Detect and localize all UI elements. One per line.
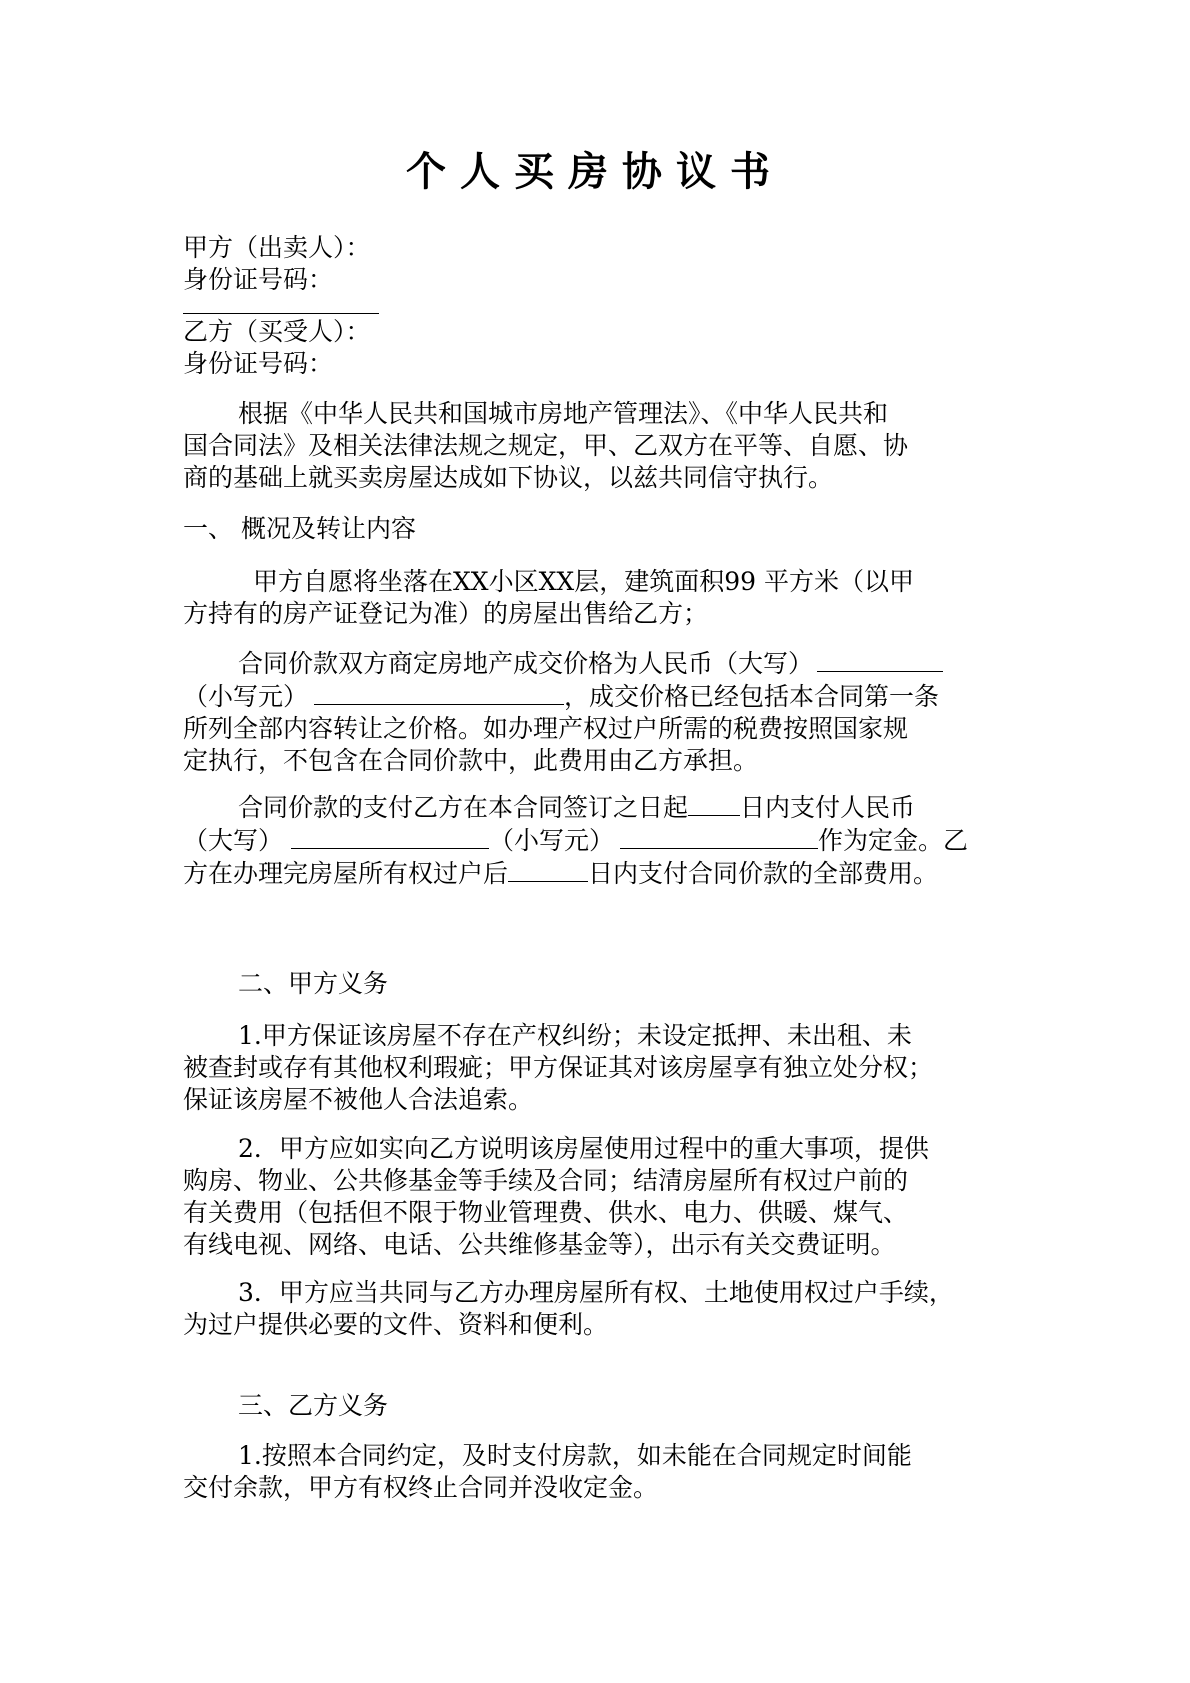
price-uppercase-blank [817, 647, 943, 672]
deposit-uppercase-blank [291, 824, 489, 849]
balance-days-blank [508, 857, 588, 882]
buyer-info [183, 316, 1013, 380]
deposit-days-blank [688, 791, 740, 816]
seller-duty-3 [183, 1277, 1013, 1341]
clause-line: 3．甲方应当共同与乙方办理房屋所有权、土地使用权过户手续， [238, 1278, 954, 1307]
section-1-heading: 一、 概况及转让内容 [183, 514, 416, 543]
buyer-duty-1 [183, 1440, 1013, 1504]
clause-line [183, 647, 1013, 680]
clause-line [183, 824, 1013, 857]
clause-line: 定执行，不包含在合同价款中，此费用由乙方承担。 [183, 746, 759, 775]
price-lowercase-blank [314, 680, 564, 705]
clause-line: 所列全部内容转让之价格。如办理产权过户所需的税费按照国家规 [183, 714, 909, 743]
buyer-id-label: 身份证号码： [183, 349, 334, 378]
clause-line: 被查封或存有其他权利瑕疵；甲方保证其对该房屋享有独立处分权； [183, 1053, 934, 1082]
clause-line: 方持有的房产证登记为准）的房屋出售给乙方； [183, 599, 709, 628]
clause-line: 交付余款，甲方有权终止合同并没收定金。 [183, 1473, 659, 1502]
clause-line: 保证该房屋不被他人合法追索。 [183, 1085, 534, 1114]
clause-line: 有关费用（包括但不限于物业管理费、供水、电力、供暖、煤气、 [183, 1198, 909, 1227]
clause-text: （小写元） [183, 682, 309, 711]
section-2-heading: 二、甲方义务 [238, 969, 389, 998]
preamble-line: 商的基础上就买卖房屋达成如下协议，以兹共同信守执行。 [183, 463, 834, 492]
clause-line: 甲方自愿将坐落在XX小区XX层，建筑面积99 平方米（以甲 [253, 567, 914, 596]
document-title: 个人买房协议书 [406, 149, 784, 195]
price-clause [183, 647, 1013, 777]
clause-line [183, 857, 1013, 890]
clause-text: 日内支付人民币 [740, 793, 916, 822]
seller-id-label: 身份证号码： [183, 265, 334, 294]
seller-id-blank [183, 313, 379, 314]
clause-line: 购房、物业、公共修基金等手续及合同；结清房屋所有权过户前的 [183, 1166, 909, 1195]
clause-line [183, 680, 1013, 713]
preamble-line: 根据《中华人民共和国城市房地产管理法》、《中华人民共和 [238, 399, 889, 428]
clause-text: 方在办理完房屋所有权过户后 [183, 859, 509, 888]
clause-line: 为过户提供必要的文件、资料和便利。 [183, 1310, 609, 1339]
seller-duty-1 [183, 1020, 1013, 1116]
clause-text: 作为定金。乙 [818, 826, 969, 855]
clause-line: 有线电视、网络、电话、公共维修基金等），出示有关交费证明。 [183, 1230, 896, 1259]
clause-text: （大写） [183, 826, 284, 855]
property-clause [183, 566, 1013, 630]
clause-text: （小写元） [489, 826, 615, 855]
clause-line [183, 791, 1013, 824]
preamble-line: 国合同法》及相关法律法规之规定，甲、乙双方在平等、自愿、协 [183, 431, 909, 460]
clause-text: 日内支付合同价款的全部费用。 [588, 859, 939, 888]
preamble [183, 398, 1013, 494]
deposit-lowercase-blank [620, 824, 818, 849]
section-3-heading: 三、乙方义务 [238, 1391, 389, 1420]
clause-line: 2．甲方应如实向乙方说明该房屋使用过程中的重大事项，提供 [238, 1134, 929, 1163]
clause-line: 1.按照本合同约定，及时支付房款，如未能在合同规定时间能 [238, 1441, 912, 1470]
party-info [183, 232, 1013, 296]
seller-duty-2 [183, 1133, 1013, 1261]
clause-text: ，成交价格已经包括本合同第一条 [564, 682, 940, 711]
buyer-label: 乙方（买受人）： [183, 317, 371, 346]
clause-text: 合同价款的支付乙方在本合同签订之日起 [238, 793, 689, 822]
clause-text: 合同价款双方商定房地产成交价格为人民币（大写） [238, 649, 814, 678]
seller-label: 甲方（出卖人）： [183, 233, 371, 262]
clause-line: 1.甲方保证该房屋不存在产权纠纷；未设定抵押、未出租、未 [238, 1021, 912, 1050]
payment-clause [183, 791, 1013, 890]
